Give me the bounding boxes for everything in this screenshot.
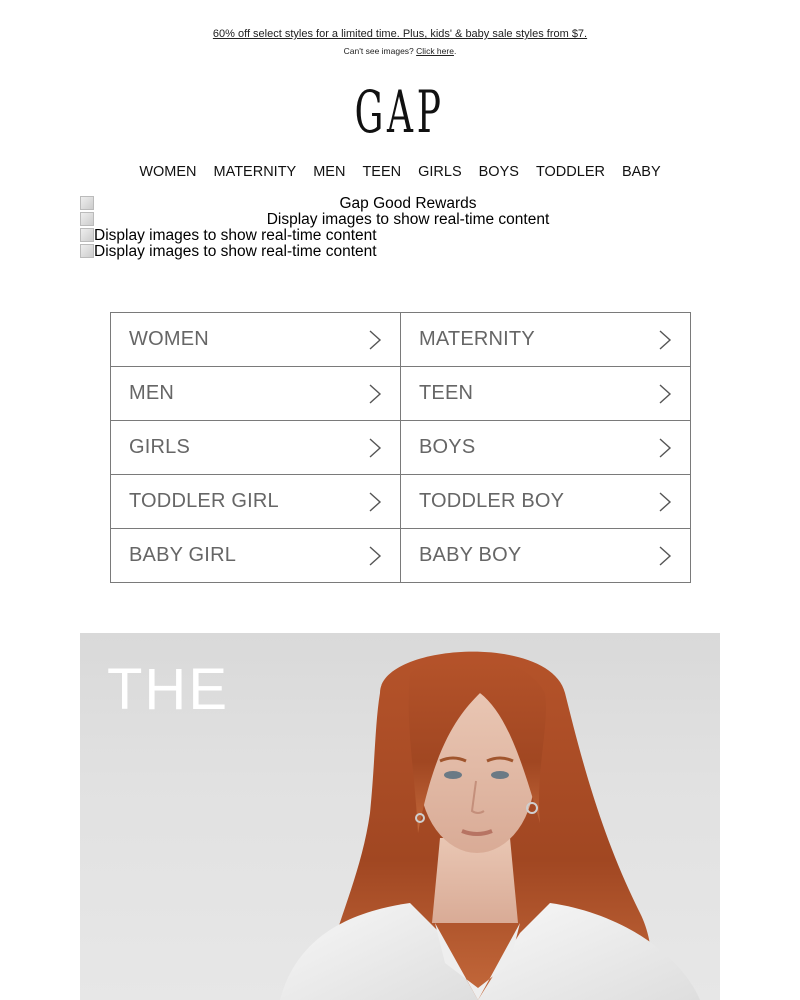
broken-image-icon bbox=[80, 228, 94, 242]
nav-boys[interactable]: BOYS bbox=[478, 164, 519, 180]
realtime-image-2[interactable] bbox=[80, 228, 720, 244]
category-grid bbox=[110, 312, 691, 583]
rewards-image[interactable] bbox=[80, 196, 720, 212]
chevron-right-icon bbox=[368, 383, 382, 405]
top-nav bbox=[0, 164, 800, 180]
category-men[interactable] bbox=[111, 367, 401, 421]
rewards-alt-text: Gap Good Rewards bbox=[339, 195, 477, 212]
category-label: WOMEN bbox=[129, 328, 209, 350]
hero-title: THE bbox=[107, 657, 229, 722]
chevron-right-icon bbox=[368, 329, 382, 351]
category-maternity[interactable] bbox=[401, 313, 691, 367]
category-label: BOYS bbox=[419, 436, 476, 458]
category-label: GIRLS bbox=[129, 436, 191, 458]
chevron-right-icon bbox=[368, 437, 382, 459]
cant-see-text: Can't see images? bbox=[343, 46, 417, 56]
category-label: TODDLER BOY bbox=[419, 490, 565, 512]
nav-maternity[interactable]: MATERNITY bbox=[213, 164, 297, 180]
chevron-right-icon bbox=[368, 491, 382, 513]
broken-images-area bbox=[80, 196, 720, 260]
chevron-right-icon bbox=[658, 545, 672, 567]
nav-toddler[interactable]: TODDLER bbox=[535, 164, 605, 180]
hero-banner[interactable] bbox=[80, 633, 720, 1000]
category-label: MATERNITY bbox=[419, 328, 535, 350]
realtime-alt-text-1: Display images to show real-time content bbox=[266, 211, 550, 228]
category-baby-boy[interactable] bbox=[401, 529, 691, 583]
chevron-right-icon bbox=[658, 383, 672, 405]
category-toddler-girl[interactable] bbox=[111, 475, 401, 529]
cant-see-images bbox=[0, 46, 800, 56]
click-here-link[interactable]: Click here bbox=[416, 46, 454, 56]
category-label: BABY GIRL bbox=[129, 544, 237, 566]
nav-baby[interactable]: BABY bbox=[621, 164, 661, 180]
chevron-right-icon bbox=[658, 491, 672, 513]
category-label: TODDLER GIRL bbox=[129, 490, 279, 512]
realtime-alt-text-2: Display images to show real-time content bbox=[94, 227, 377, 244]
category-label: TEEN bbox=[419, 382, 474, 404]
chevron-right-icon bbox=[658, 437, 672, 459]
nav-men[interactable]: MEN bbox=[313, 164, 346, 180]
chevron-right-icon bbox=[658, 329, 672, 351]
nav-girls[interactable]: GIRLS bbox=[418, 164, 462, 180]
broken-image-icon bbox=[80, 244, 94, 258]
promo-link[interactable]: 60% off select styles for a limited time. Plus, kids' & baby sale styles from $7. bbox=[212, 28, 588, 40]
category-girls[interactable] bbox=[111, 421, 401, 475]
realtime-image-3[interactable] bbox=[80, 244, 720, 260]
category-teen[interactable] bbox=[401, 367, 691, 421]
nav-teen[interactable]: TEEN bbox=[362, 164, 402, 180]
realtime-image-1[interactable] bbox=[80, 212, 720, 228]
category-women[interactable] bbox=[111, 313, 401, 367]
category-label: MEN bbox=[129, 382, 175, 404]
gap-logo[interactable] bbox=[0, 78, 800, 146]
cant-see-suffix: . bbox=[453, 46, 457, 56]
nav-women[interactable]: WOMEN bbox=[139, 164, 197, 180]
category-toddler-boy[interactable] bbox=[401, 475, 691, 529]
category-label: BABY BOY bbox=[419, 544, 522, 566]
top-banner bbox=[0, 24, 800, 56]
realtime-alt-text-3: Display images to show real-time content bbox=[94, 243, 377, 260]
logo-text: GAP bbox=[354, 78, 446, 146]
category-boys[interactable] bbox=[401, 421, 691, 475]
chevron-right-icon bbox=[368, 545, 382, 567]
category-baby-girl[interactable] bbox=[111, 529, 401, 583]
